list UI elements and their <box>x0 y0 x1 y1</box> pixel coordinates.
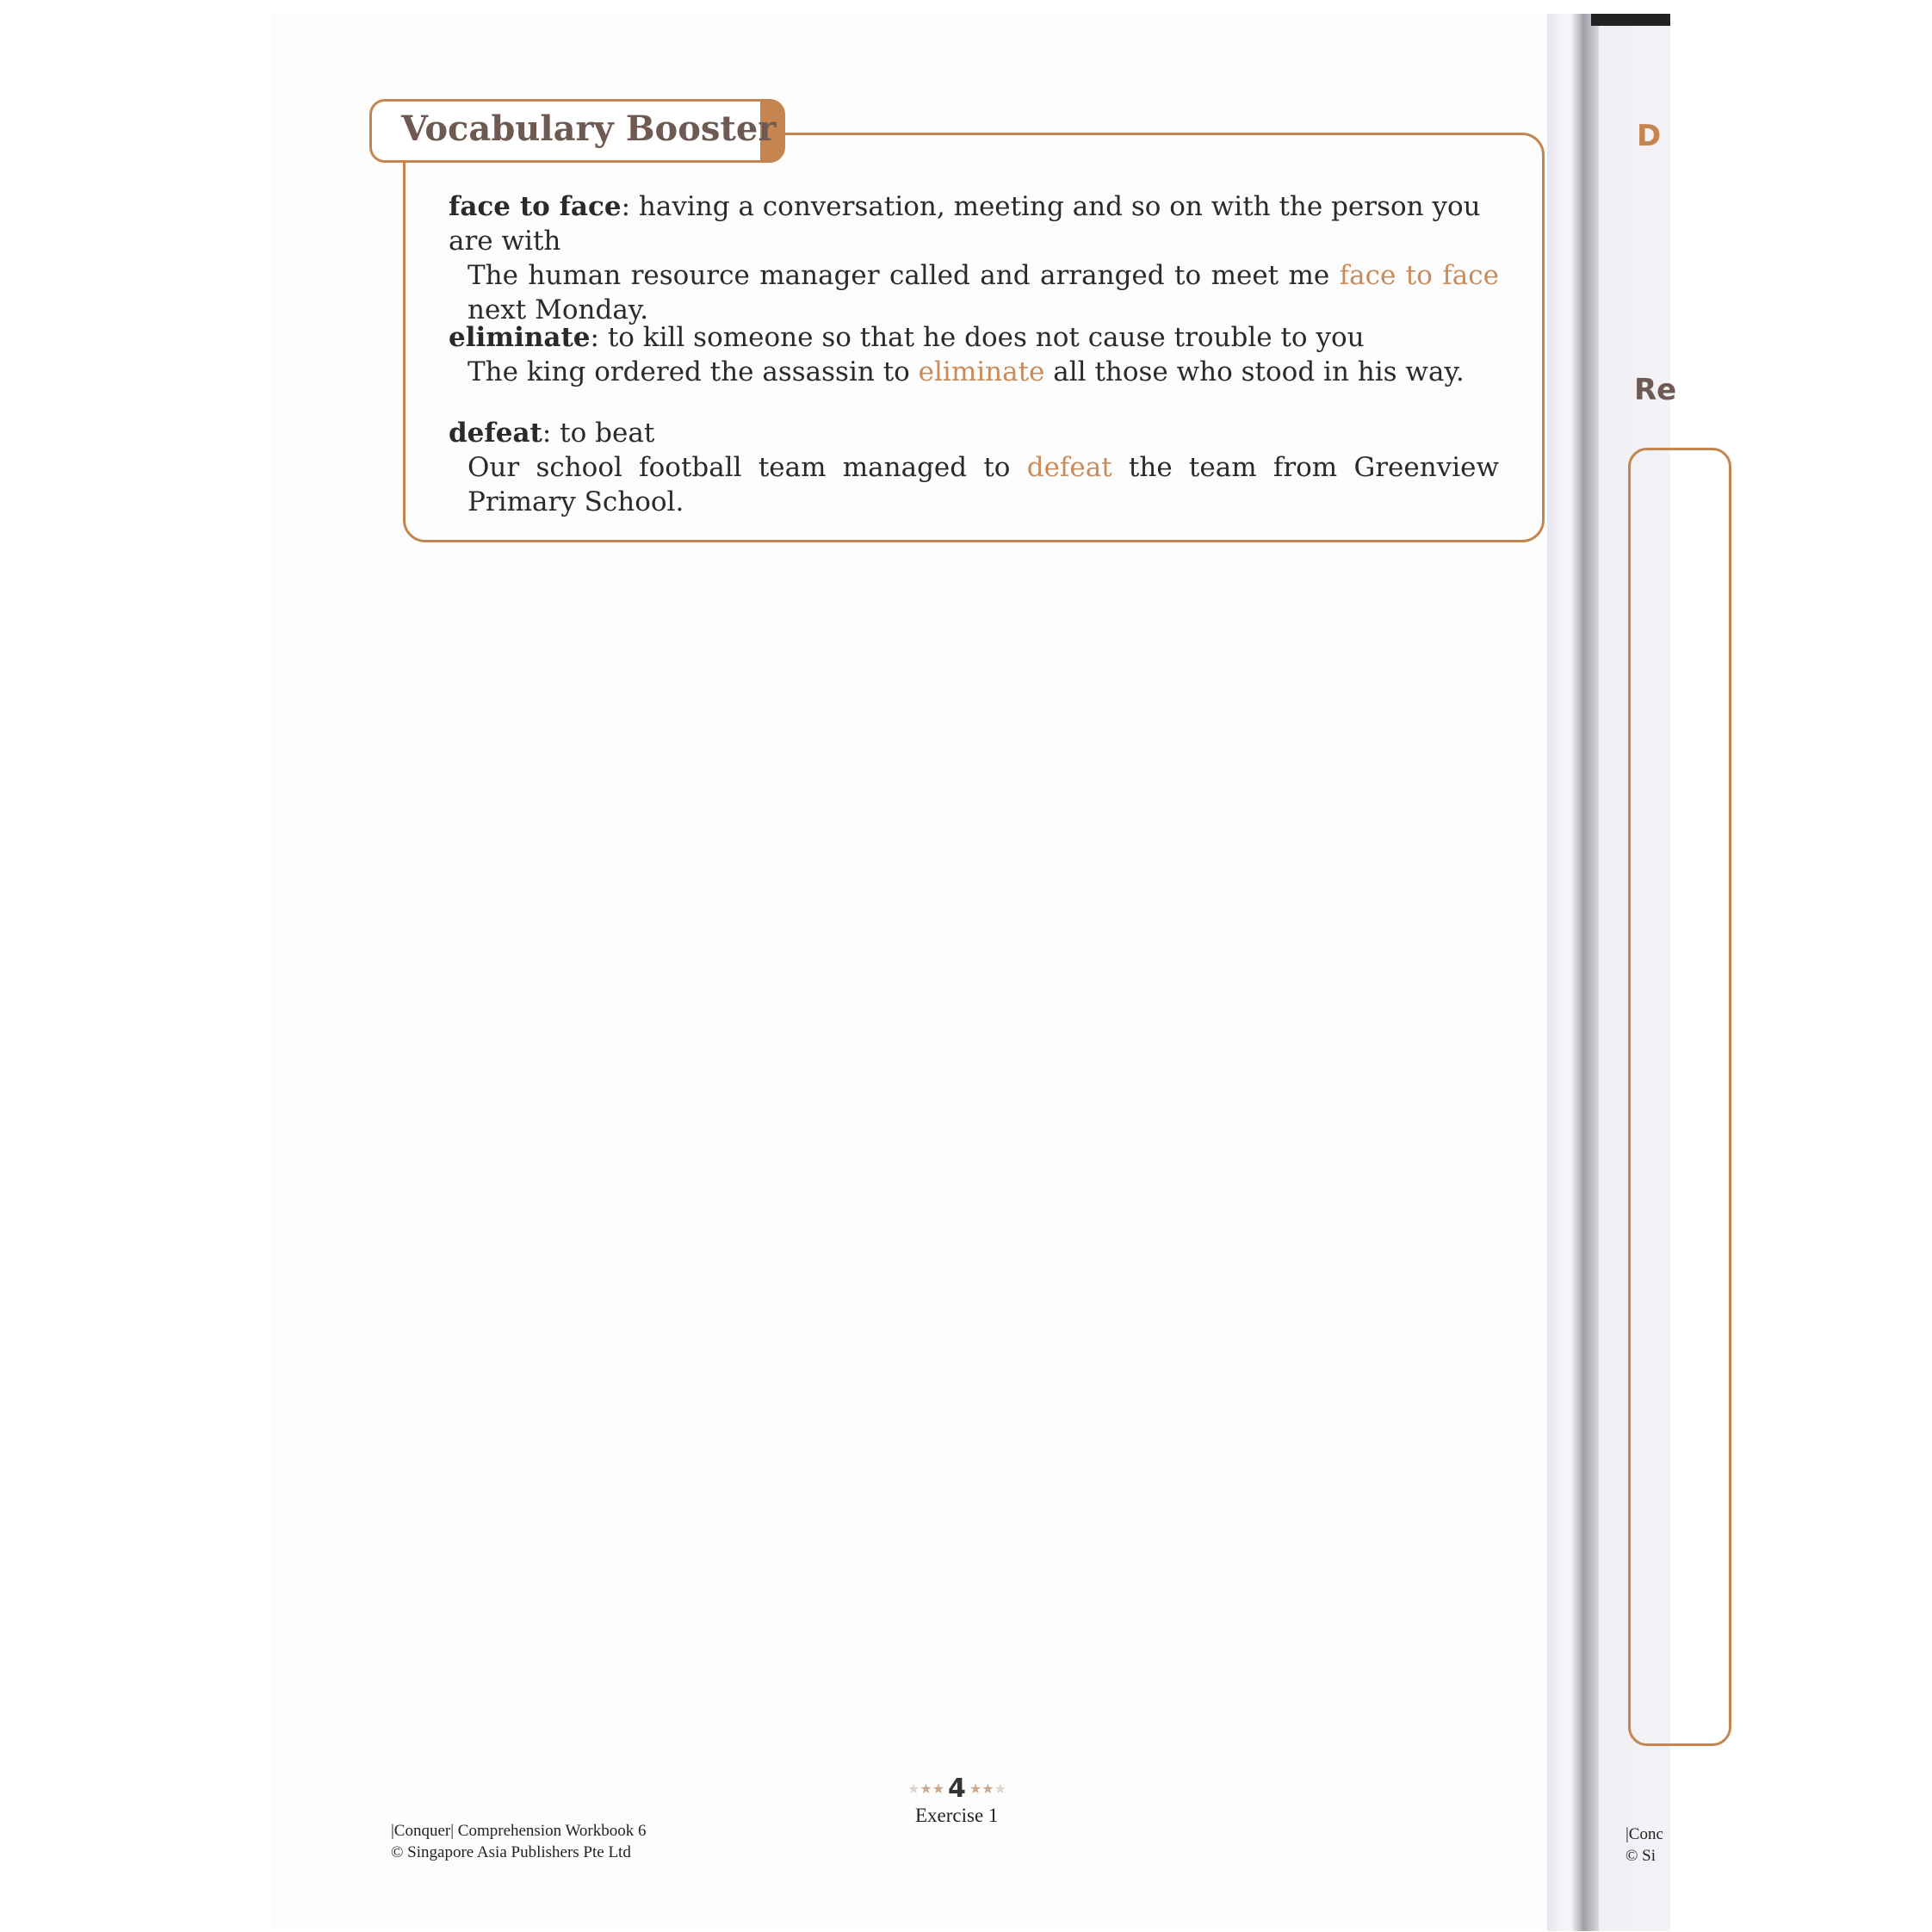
next-page-footer-line: © Si <box>1625 1847 1656 1865</box>
copyright: © Singapore Asia Publishers Pte Ltd <box>391 1843 631 1861</box>
example-highlight: defeat <box>1026 452 1112 483</box>
star-icon: ★ <box>994 1780 1006 1797</box>
star-icon: ★ <box>981 1780 994 1797</box>
star-icon: ★ <box>907 1780 920 1797</box>
vocab-example <box>449 355 1499 389</box>
next-page-footer <box>1625 1824 1663 1867</box>
page-top-edge <box>1591 14 1670 26</box>
example-text: the team from Greenview Primary School. <box>468 452 1499 517</box>
example-text: Our school football team managed to <box>468 452 1027 483</box>
vocab-entry-face-to-face <box>449 189 1499 327</box>
vocab-definition: : to beat <box>542 418 655 449</box>
page-number-row <box>907 1774 1006 1808</box>
vocab-term: face to face <box>449 191 622 222</box>
vocab-entry-eliminate <box>449 320 1499 389</box>
example-text: The king ordered the assassin to <box>468 356 919 387</box>
vocab-entry-defeat <box>449 416 1499 519</box>
page-number: 4 <box>948 1774 966 1804</box>
next-page-box <box>1628 448 1731 1746</box>
example-text: The human resource manager called and arranged to meet me <box>468 260 1340 291</box>
exercise-label: Exercise 1 <box>915 1805 999 1826</box>
next-page-footer-line: |Conc <box>1625 1825 1663 1843</box>
vocab-example <box>449 450 1499 519</box>
vocab-definition: : having a conversation, meeting and so on with the person you are with <box>449 191 1481 257</box>
vocabulary-title: Vocabulary Booster <box>401 108 777 149</box>
vocab-term: defeat <box>449 418 542 449</box>
next-page-section-fragment: Re <box>1634 373 1677 407</box>
example-highlight: eliminate <box>918 356 1045 387</box>
vocab-definition: : to kill someone so that he does not cause trouble to you <box>590 322 1365 353</box>
example-text: next Monday. <box>468 294 649 325</box>
example-text: all those who stood in his way. <box>1044 356 1464 387</box>
star-icon: ★ <box>969 1780 982 1797</box>
footer-book-info <box>391 1820 647 1863</box>
example-highlight: face to face <box>1339 260 1499 291</box>
vocab-term: eliminate <box>449 322 591 353</box>
star-icon: ★ <box>920 1780 932 1797</box>
binding-shadow <box>1571 14 1599 1931</box>
star-icon: ★ <box>932 1780 945 1797</box>
vocab-example <box>449 258 1499 327</box>
next-page-heading-fragment: D <box>1637 119 1662 153</box>
book-title: |Conquer| Comprehension Workbook 6 <box>391 1822 647 1840</box>
